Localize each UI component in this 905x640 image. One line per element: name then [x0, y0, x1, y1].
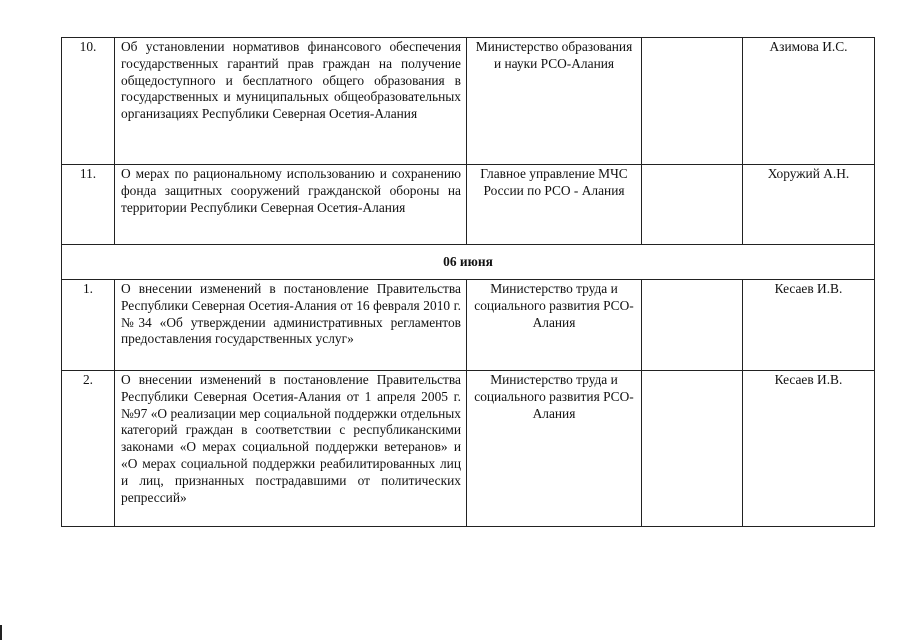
responsible-person: Хоружий А.Н. [743, 165, 875, 245]
row-number: 11. [62, 165, 115, 245]
responsible-person: Кесаев И.В. [743, 280, 875, 371]
table-row [62, 371, 875, 527]
table-row [62, 280, 875, 371]
legislation-plan-table [61, 37, 875, 527]
responsible-person: Кесаев И.В. [743, 371, 875, 527]
responsible-body: Министерство труда и социального развития РСО-Алания [467, 371, 642, 527]
empty-cell [642, 165, 743, 245]
date-heading-row [62, 245, 875, 280]
responsible-person: Азимова И.С. [743, 38, 875, 165]
scan-edge-mark [0, 625, 2, 640]
empty-cell [642, 371, 743, 527]
date-heading: 06 июня [62, 245, 875, 280]
responsible-body: Министерство труда и социального развития РСО-Алания [467, 280, 642, 371]
table-row [62, 165, 875, 245]
responsible-body: Главное управление МЧС России по РСО - Алания [467, 165, 642, 245]
act-title: Об установлении нормативов финансового обеспечения государственных гарантий прав граждан на получение общедоступного и бесплатного общего образования в государственных и муниципальных общеобразовательных организациях Республики Северная Осетия-Алания [115, 38, 467, 165]
empty-cell [642, 38, 743, 165]
empty-cell [642, 280, 743, 371]
row-number: 10. [62, 38, 115, 165]
act-title: О внесении изменений в постановление Правительства Республики Северная Осетия-Алания от 1 апреля 2005 г. №97 «О реализации мер социальной поддержки отдельных категорий граждан в соответствии с республиканскими законами «О мерах социальной поддержки ветеранов» и «О мерах социальной поддержки реабилитированных лиц и лиц, признанных пострадавшими от политических репрессий» [115, 371, 467, 527]
responsible-body: Министерство образования и науки РСО-Алания [467, 38, 642, 165]
row-number: 1. [62, 280, 115, 371]
table-row [62, 38, 875, 165]
row-number: 2. [62, 371, 115, 527]
act-title: О внесении изменений в постановление Правительства Республики Северная Осетия-Алания от 16 февраля 2010 г. №34 «Об утверждении административных регламентов предоставления государственных услуг» [115, 280, 467, 371]
act-title: О мерах по рациональному использованию и сохранению фонда защитных сооружений гражданской обороны на территории Республики Северная Осетия-Алания [115, 165, 467, 245]
